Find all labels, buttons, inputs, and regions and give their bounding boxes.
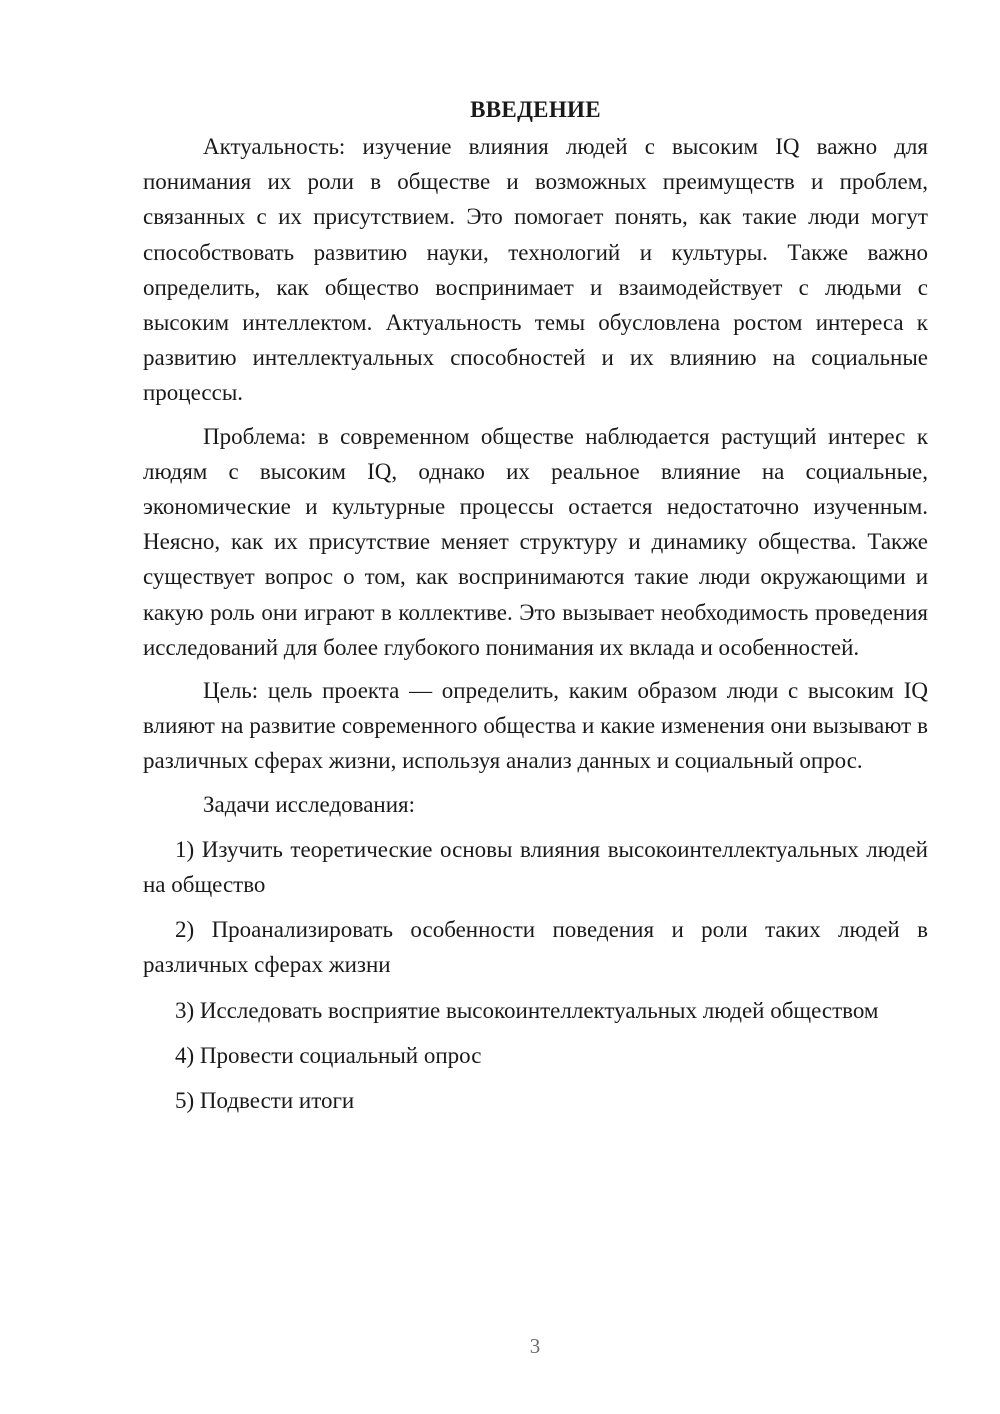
paragraph-relevance: Актуальность: изучение влияния людей с высоким IQ важно для понимания их роли в обществе и возможных преимуществ и проблем, связанных с их присутствием. Это помогает понять, как такие люди могут способствовать развитию науки, технологий и культуры. Также важно определить, как общество воспринимает и взаимодействует с людьми с высоким интеллектом. Актуальность темы обусловлена ростом интереса к развитию интеллектуальных способностей и их влиянию на социальные процессы. (143, 134, 928, 406)
task-item: 4) Провести социальный опрос (175, 1042, 482, 1068)
paragraph-goal: Цель: цель проекта — определить, каким образом люди с высоким IQ влияют на развитие современного общества и какие изменения они вызывают в различных сферах жизни, используя анализ данных и социальный опрос. (143, 678, 928, 774)
task-item: 1) Изучить теоретические основы влияния высокоинтеллектуальных людей на общество (143, 836, 928, 898)
page-number: 3 (529, 1334, 541, 1358)
page-content (143, 92, 928, 1128)
paragraph-problem: Проблема: в современном обществе наблюдается растущий интерес к людям с высоким IQ, однако их реальное влияние на социальные, экономические и культурные процессы остается недостаточно изученным. Неясно, как их присутствие меняет структуру и динамику общества. Также существует вопрос о том, как воспринимаются такие люди окружающими и какую роль они играют в коллективе. Это вызывает необходимость проведения исследований для более глубокого понимания их вклада и особенностей. (143, 423, 928, 660)
section-heading: ВВЕДЕНИЕ (470, 97, 601, 122)
task-item: 5) Подвести итоги (175, 1088, 355, 1114)
tasks-title: Задачи исследования: (203, 791, 416, 817)
task-item: 3) Исследовать восприятие высокоинтеллектуальных людей обществом (175, 997, 879, 1023)
tasks-list (143, 832, 928, 1118)
task-item: 2) Проанализировать особенности поведения и роли таких людей в различных сферах жизни (143, 917, 928, 978)
